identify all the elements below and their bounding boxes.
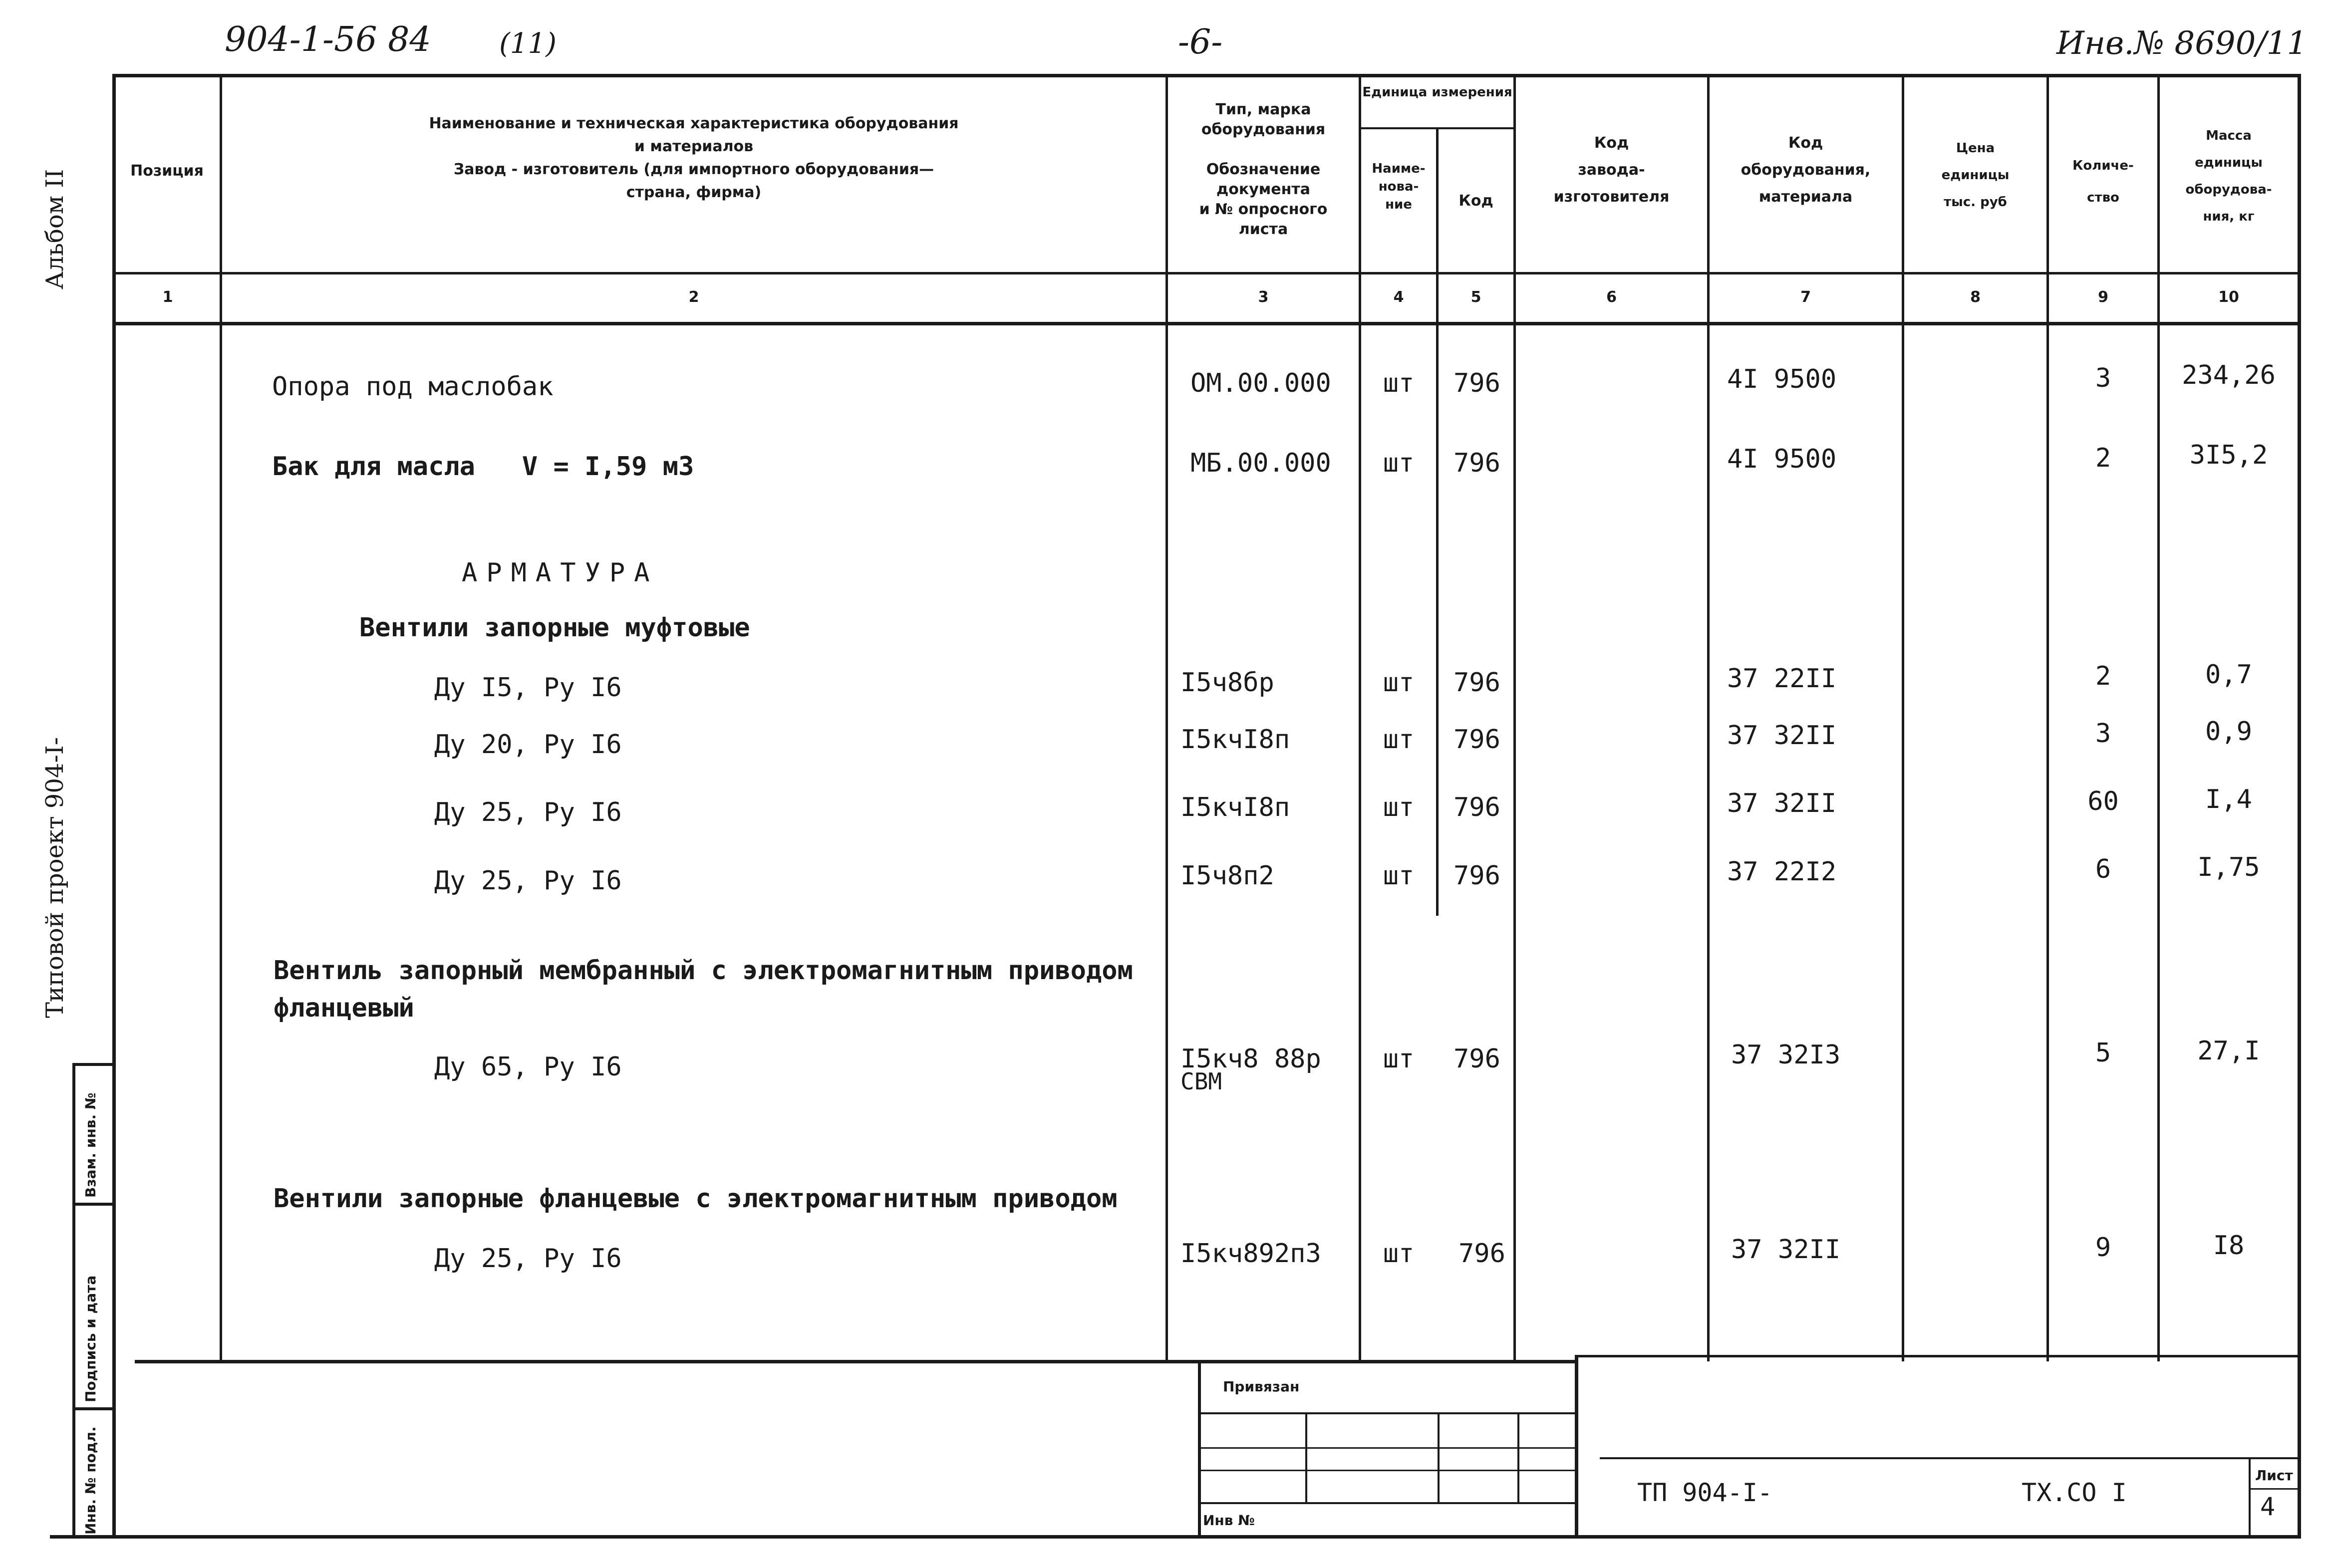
- stamp-line: [72, 1407, 115, 1410]
- header-line: изготовителя: [1553, 188, 1670, 206]
- col-line: [1436, 127, 1439, 916]
- item-name: Ду 20, Ру I6: [434, 730, 622, 760]
- item-mass: 234,26: [2182, 360, 2276, 390]
- item-name: Опора под маслобак: [272, 372, 554, 402]
- col-number: 3: [1258, 288, 1269, 306]
- header-rule: [112, 272, 2301, 274]
- item-type: I5ч8п2: [1180, 861, 1274, 891]
- header-unit-name-line: нова-: [1378, 179, 1419, 194]
- header-line: Цена: [1956, 141, 1995, 156]
- col-number: 7: [1800, 288, 1811, 306]
- header-unit-name-line: ние: [1385, 197, 1412, 212]
- item-unit: шт: [1383, 725, 1415, 755]
- header-unit-name-line: Наиме-: [1372, 161, 1426, 176]
- subsection-heading-cont: фланцевый: [274, 993, 414, 1023]
- project-label: Типовой проект 904-I-: [41, 737, 69, 1018]
- stamp-line: [72, 1203, 115, 1206]
- header-type-line: Обозначение: [1206, 161, 1321, 178]
- item-unit: шт: [1383, 792, 1415, 822]
- header-type-line: Тип, марка: [1215, 101, 1311, 118]
- doc-suffix: (11): [499, 27, 557, 60]
- header-name: [222, 112, 1165, 204]
- header-line: материала: [1758, 188, 1853, 206]
- frame-bottom: [50, 1535, 2301, 1539]
- header-type: [1168, 100, 1359, 240]
- title-rule: [1577, 1355, 2301, 1357]
- list-box-line: [2249, 1488, 2301, 1490]
- item-mass: I,4: [2205, 784, 2252, 814]
- header-manufacturer-code: [1516, 130, 1707, 211]
- item-name: Бак для масла V = I,59 м3: [272, 452, 694, 482]
- col-line: [1165, 74, 1168, 1361]
- frame-top: [112, 74, 2301, 77]
- item-mass: I8: [2213, 1231, 2245, 1261]
- item-mass: I,75: [2197, 852, 2260, 882]
- col-number: 10: [2218, 288, 2239, 306]
- header-mass: [2160, 122, 2298, 230]
- stamp-box-line: [1575, 1355, 1578, 1537]
- frame-right: [2298, 74, 2301, 1539]
- col-line: [1707, 74, 1710, 1361]
- header-quantity: [2049, 150, 2157, 214]
- item-equip-code: 37 22II: [1727, 664, 1837, 694]
- item-name: Ду I5, Ру I6: [434, 673, 622, 703]
- title-rule: [135, 1360, 1577, 1363]
- item-quantity: 9: [2095, 1233, 2111, 1263]
- stamp-box-line: [1438, 1412, 1440, 1502]
- item-quantity: 2: [2095, 661, 2111, 691]
- col-line: [220, 74, 222, 1361]
- item-name: Ду 25, Ру I6: [434, 1244, 622, 1274]
- item-mass: 0,9: [2205, 717, 2252, 747]
- header-line: оборудования,: [1741, 161, 1871, 179]
- header-line: единицы: [2195, 155, 2263, 170]
- header-price: [1904, 135, 2046, 216]
- item-quantity: 3: [2095, 363, 2111, 393]
- item-equip-code: 37 32II: [1727, 721, 1837, 751]
- stamp-box-line: [1198, 1502, 1577, 1504]
- stamp-sign: Подпись и дата: [82, 1275, 99, 1402]
- doc-code: 904-1-56 84: [225, 20, 431, 59]
- col-number: 6: [1606, 288, 1617, 306]
- inventory-number: Инв.№ 8690/11: [2056, 25, 2308, 62]
- header-line: Код: [1594, 134, 1629, 152]
- header-line: ство: [2087, 190, 2119, 205]
- header-rule-bottom: [112, 322, 2301, 325]
- stamp-border: [72, 1063, 75, 1537]
- header-unit-code: Код: [1458, 192, 1493, 210]
- item-type: I5кчI8п: [1180, 792, 1290, 822]
- item-unit: шт: [1383, 1239, 1415, 1269]
- header-equipment-code: [1710, 130, 1902, 211]
- col-line: [1513, 74, 1516, 1361]
- album-label: Альбом II: [41, 169, 69, 289]
- sheet-code: ТХ.СО I: [2022, 1478, 2127, 1507]
- item-unit: шт: [1383, 668, 1415, 698]
- item-name: Ду 25, Ру I6: [434, 797, 622, 827]
- header-line: завода-: [1578, 161, 1645, 179]
- item-equip-code: 37 22I2: [1727, 857, 1837, 887]
- item-quantity: 5: [2095, 1038, 2111, 1068]
- item-equip-code: 4I 9500: [1727, 364, 1837, 394]
- item-equip-code: 37 32II: [1731, 1235, 1841, 1265]
- item-type: I5кч892п3: [1180, 1239, 1321, 1269]
- col-number: 8: [1970, 288, 1981, 306]
- item-type: МБ.00.000: [1190, 448, 1331, 478]
- item-unit-code: 796: [1454, 368, 1500, 398]
- section-heading: АРМАТУРА: [462, 558, 659, 588]
- stamp-box-line: [1198, 1412, 1577, 1414]
- list-label: Лист: [2255, 1467, 2293, 1484]
- item-type: I5кчI8п: [1180, 725, 1290, 755]
- header-line: тыс. руб: [1944, 195, 2007, 210]
- item-equip-code: 37 32II: [1727, 788, 1837, 818]
- inv-label: Инв №: [1203, 1512, 1255, 1529]
- item-quantity: 2: [2095, 443, 2111, 473]
- item-unit-code: 796: [1454, 668, 1500, 698]
- item-name: Ду 25, Ру I6: [434, 866, 622, 896]
- item-mass: 27,I: [2197, 1036, 2260, 1066]
- stamp-box-line: [1198, 1447, 1577, 1449]
- item-quantity: 6: [2095, 854, 2111, 884]
- doc-number: ТП 904-I-: [1637, 1478, 1772, 1507]
- stamp-box-line: [1305, 1412, 1307, 1502]
- subsection-heading: Вентили запорные фланцевые с электромагнитным приводом: [274, 1184, 1118, 1214]
- stamp-vzam: Взам. инв. №: [82, 1092, 99, 1198]
- stamp-box-line: [1198, 1470, 1577, 1471]
- col-number: 2: [688, 288, 699, 306]
- header-position: Позиция: [130, 162, 204, 180]
- item-unit: шт: [1383, 861, 1415, 891]
- header-type-line: документа: [1216, 181, 1310, 198]
- frame-left: [112, 74, 116, 1539]
- item-mass: 0,7: [2205, 660, 2252, 690]
- header-line: единицы: [1941, 168, 2010, 183]
- item-unit: шт: [1383, 448, 1415, 478]
- header-line: Масса: [2206, 128, 2252, 143]
- item-unit-code: 796: [1454, 792, 1500, 822]
- item-unit-code: 796: [1454, 861, 1500, 891]
- header-line: ния, кг: [2203, 209, 2255, 224]
- col-number: 5: [1470, 288, 1481, 306]
- item-name: Ду 65, Ру I6: [434, 1052, 622, 1082]
- item-type: I5ч8бр: [1180, 668, 1274, 698]
- list-box-line: [2249, 1457, 2251, 1537]
- item-mass: 3I5,2: [2189, 440, 2268, 470]
- item-unit-code: 796: [1454, 1044, 1500, 1074]
- stamp-inv: Инв. № подл.: [82, 1426, 99, 1535]
- header-name-line: страна, фирма): [626, 184, 762, 201]
- stamp-line: [72, 1063, 115, 1066]
- item-unit-code: 796: [1454, 448, 1500, 478]
- col-number: 9: [2098, 288, 2108, 306]
- header-name-line: Завод - изготовитель (для импортного оборудования—: [453, 161, 934, 178]
- col-line: [1902, 74, 1904, 1361]
- col-number: 4: [1393, 288, 1404, 306]
- item-unit: шт: [1383, 368, 1415, 398]
- stamp-box-line: [1517, 1412, 1519, 1502]
- header-type-line: оборудования: [1201, 121, 1326, 138]
- header-line: Код: [1788, 134, 1823, 152]
- header-type-gap: [1168, 140, 1359, 160]
- subsection-heading: Вентиль запорный мембранный с электромагнитным приводом: [274, 956, 1133, 986]
- col-line: [2046, 74, 2049, 1361]
- item-quantity: 60: [2087, 786, 2119, 816]
- item-type: I5кч8 88р: [1180, 1044, 1321, 1074]
- item-type: ОМ.00.000: [1190, 368, 1331, 398]
- header-line: Количе-: [2072, 158, 2134, 173]
- item-quantity: 3: [2095, 719, 2111, 749]
- item-unit: шт: [1383, 1044, 1415, 1074]
- item-equip-code: 4I 9500: [1727, 444, 1837, 474]
- col-line: [1359, 74, 1361, 1361]
- item-equip-code: 37 32I3: [1731, 1040, 1841, 1070]
- item-unit-code: 796: [1458, 1239, 1505, 1269]
- header-name-line: и материалов: [634, 138, 754, 155]
- item-type-line2: СВМ: [1180, 1068, 1222, 1095]
- list-number: 4: [2260, 1492, 2276, 1521]
- header-name-line: Наименование и техническая характеристика оборудования: [429, 115, 959, 132]
- title-rule: [1600, 1457, 2301, 1459]
- header-unit: Единица измерения: [1362, 85, 1512, 100]
- header-type-line: и № опросного: [1199, 201, 1328, 218]
- page-number: -6-: [1178, 22, 1223, 62]
- col-number: 1: [162, 288, 173, 306]
- privyazan-label: Привязан: [1223, 1378, 1300, 1395]
- item-unit-code: 796: [1454, 725, 1500, 755]
- header-unit-name: [1361, 160, 1436, 214]
- header-line: оборудова-: [2185, 182, 2272, 197]
- header-type-line: листа: [1238, 221, 1288, 238]
- subsection-heading: Вентили запорные муфтовые: [359, 613, 750, 643]
